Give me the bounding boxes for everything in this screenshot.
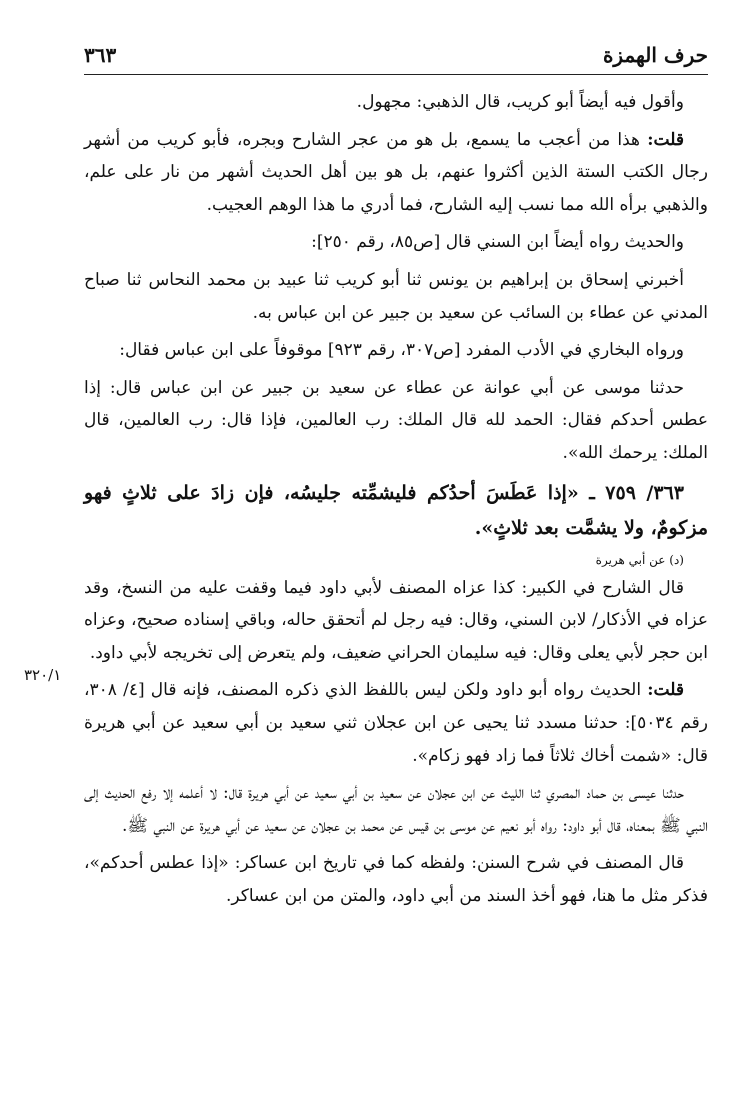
paragraph-8-text: الحديث رواه أبو داود ولكن ليس باللفظ الذي ذكره المصنف، فإنه قال [٤/ ٣٠٨، رقم ٥٠٣٤]: حدثنا مسدد ثنا يحيى عن ابن عجلان ثني سعيد بن أبي سعيد عن أبي هريرة قال: «شمت أخاك ثلاثاً فما زاد فهو زكام». (84, 680, 708, 766)
qult-label: قلت: (647, 129, 685, 150)
margin-reference: ٣٢٠/١ (24, 666, 62, 684)
paragraph-9: حدثنا عيسى بن حماد المصري ثنا الليث عن ابن عجلان عن سعيد بن أبي سعيد عن أبي هريرة قال: لا أعلمه إلا رفع الحديث إلى النبي ﷺ بمعناه، قال أبو داود: رواه أبو نعيم عن موسى بن قيس عن محمد بن عجلان عن سعيد عن أبي هريرة عن النبي ﷺ. (84, 783, 708, 836)
chapter-title: حرف الهمزة (602, 43, 708, 67)
paragraph-6: حدثنا موسى عن أبي عوانة عن عطاء عن سعيد بن جبير عن ابن عباس قال: إذا عطس أحدكم فقال: الحمد لله قال الملك: رب العالمين، فإذا قال: رب العالمين، قال الملك: يرحمك الله». (84, 377, 708, 463)
paragraph-5: ورواه البخاري في الأدب المفرد [ص٣٠٧، رقم ٩٢٣] موقوفاً على ابن عباس فقال: (119, 340, 684, 361)
paragraph-2-text: هذا من أعجب ما يسمع، بل هو من عجر الشارح وبجره، فأبو كريب من أشهر رجال الكتب الستة الذين أكثروا عنهم، بل هو بين أهل الحديث أشهر من نار على علم، والذهبي برأه الله مما نسب إليه الشارح، فما أدري ما هذا الوهم العجيب. (84, 129, 708, 215)
hadith-source: (د) عن أبي هريرة (595, 552, 684, 567)
paragraph-3: والحديث رواه أيضاً ابن السني قال [ص٨٥، رقم ٢٥٠]: (311, 232, 684, 253)
paragraph-8 (84, 674, 708, 772)
hadith-text: ٣٦٣/ ٧٥٩ ـ «إذا عَطَسَ أحدُكم فليشمِّته جليسُه، فإن زادَ على ثلاثٍ فهو مزكومٌ، ولا يشمَّت بعد ثلاثٍ». (84, 481, 708, 539)
paragraph-1: وأقول فيه أيضاً أبو كريب، قال الذهبي: مجهول. (356, 92, 684, 112)
page-number: ٣٦٣ (84, 43, 117, 67)
page-body (84, 86, 708, 912)
paragraph-10: قال المصنف في شرح السنن: ولفظه كما في تاريخ ابن عساكر: «إذا عطس أحدكم»، فذكر مثل ما هنا، فهو أخذ السند من أبي داود، والمتن من ابن عساكر. (84, 853, 708, 906)
paragraph-2 (84, 124, 708, 222)
paragraph-7: قال الشارح في الكبير: كذا عزاه المصنف لأبي داود فيما وقفت عليه من النسخ، وقد عزاه في الأذكار/ لابن السني، وقال: فيه رجل لم أتحقق حاله، وباقي إسناده صحيح، وعزاه ابن حجر لأبي يعلى وقال: فيه سليمان الحراني ضعيف، ولم يتعرض إلى تخريجه لأبي داود. (84, 577, 708, 663)
qult-label: قلت: (647, 680, 685, 701)
page-header (84, 36, 708, 75)
paragraph-4: أخبرني إسحاق بن إبراهيم بن يونس ثنا أبو كريب ثنا عبيد بن محمد النحاس ثنا صباح المدني عن عطاء بن السائب عن سعيد بن جبير عن ابن عباس به. (84, 269, 708, 323)
